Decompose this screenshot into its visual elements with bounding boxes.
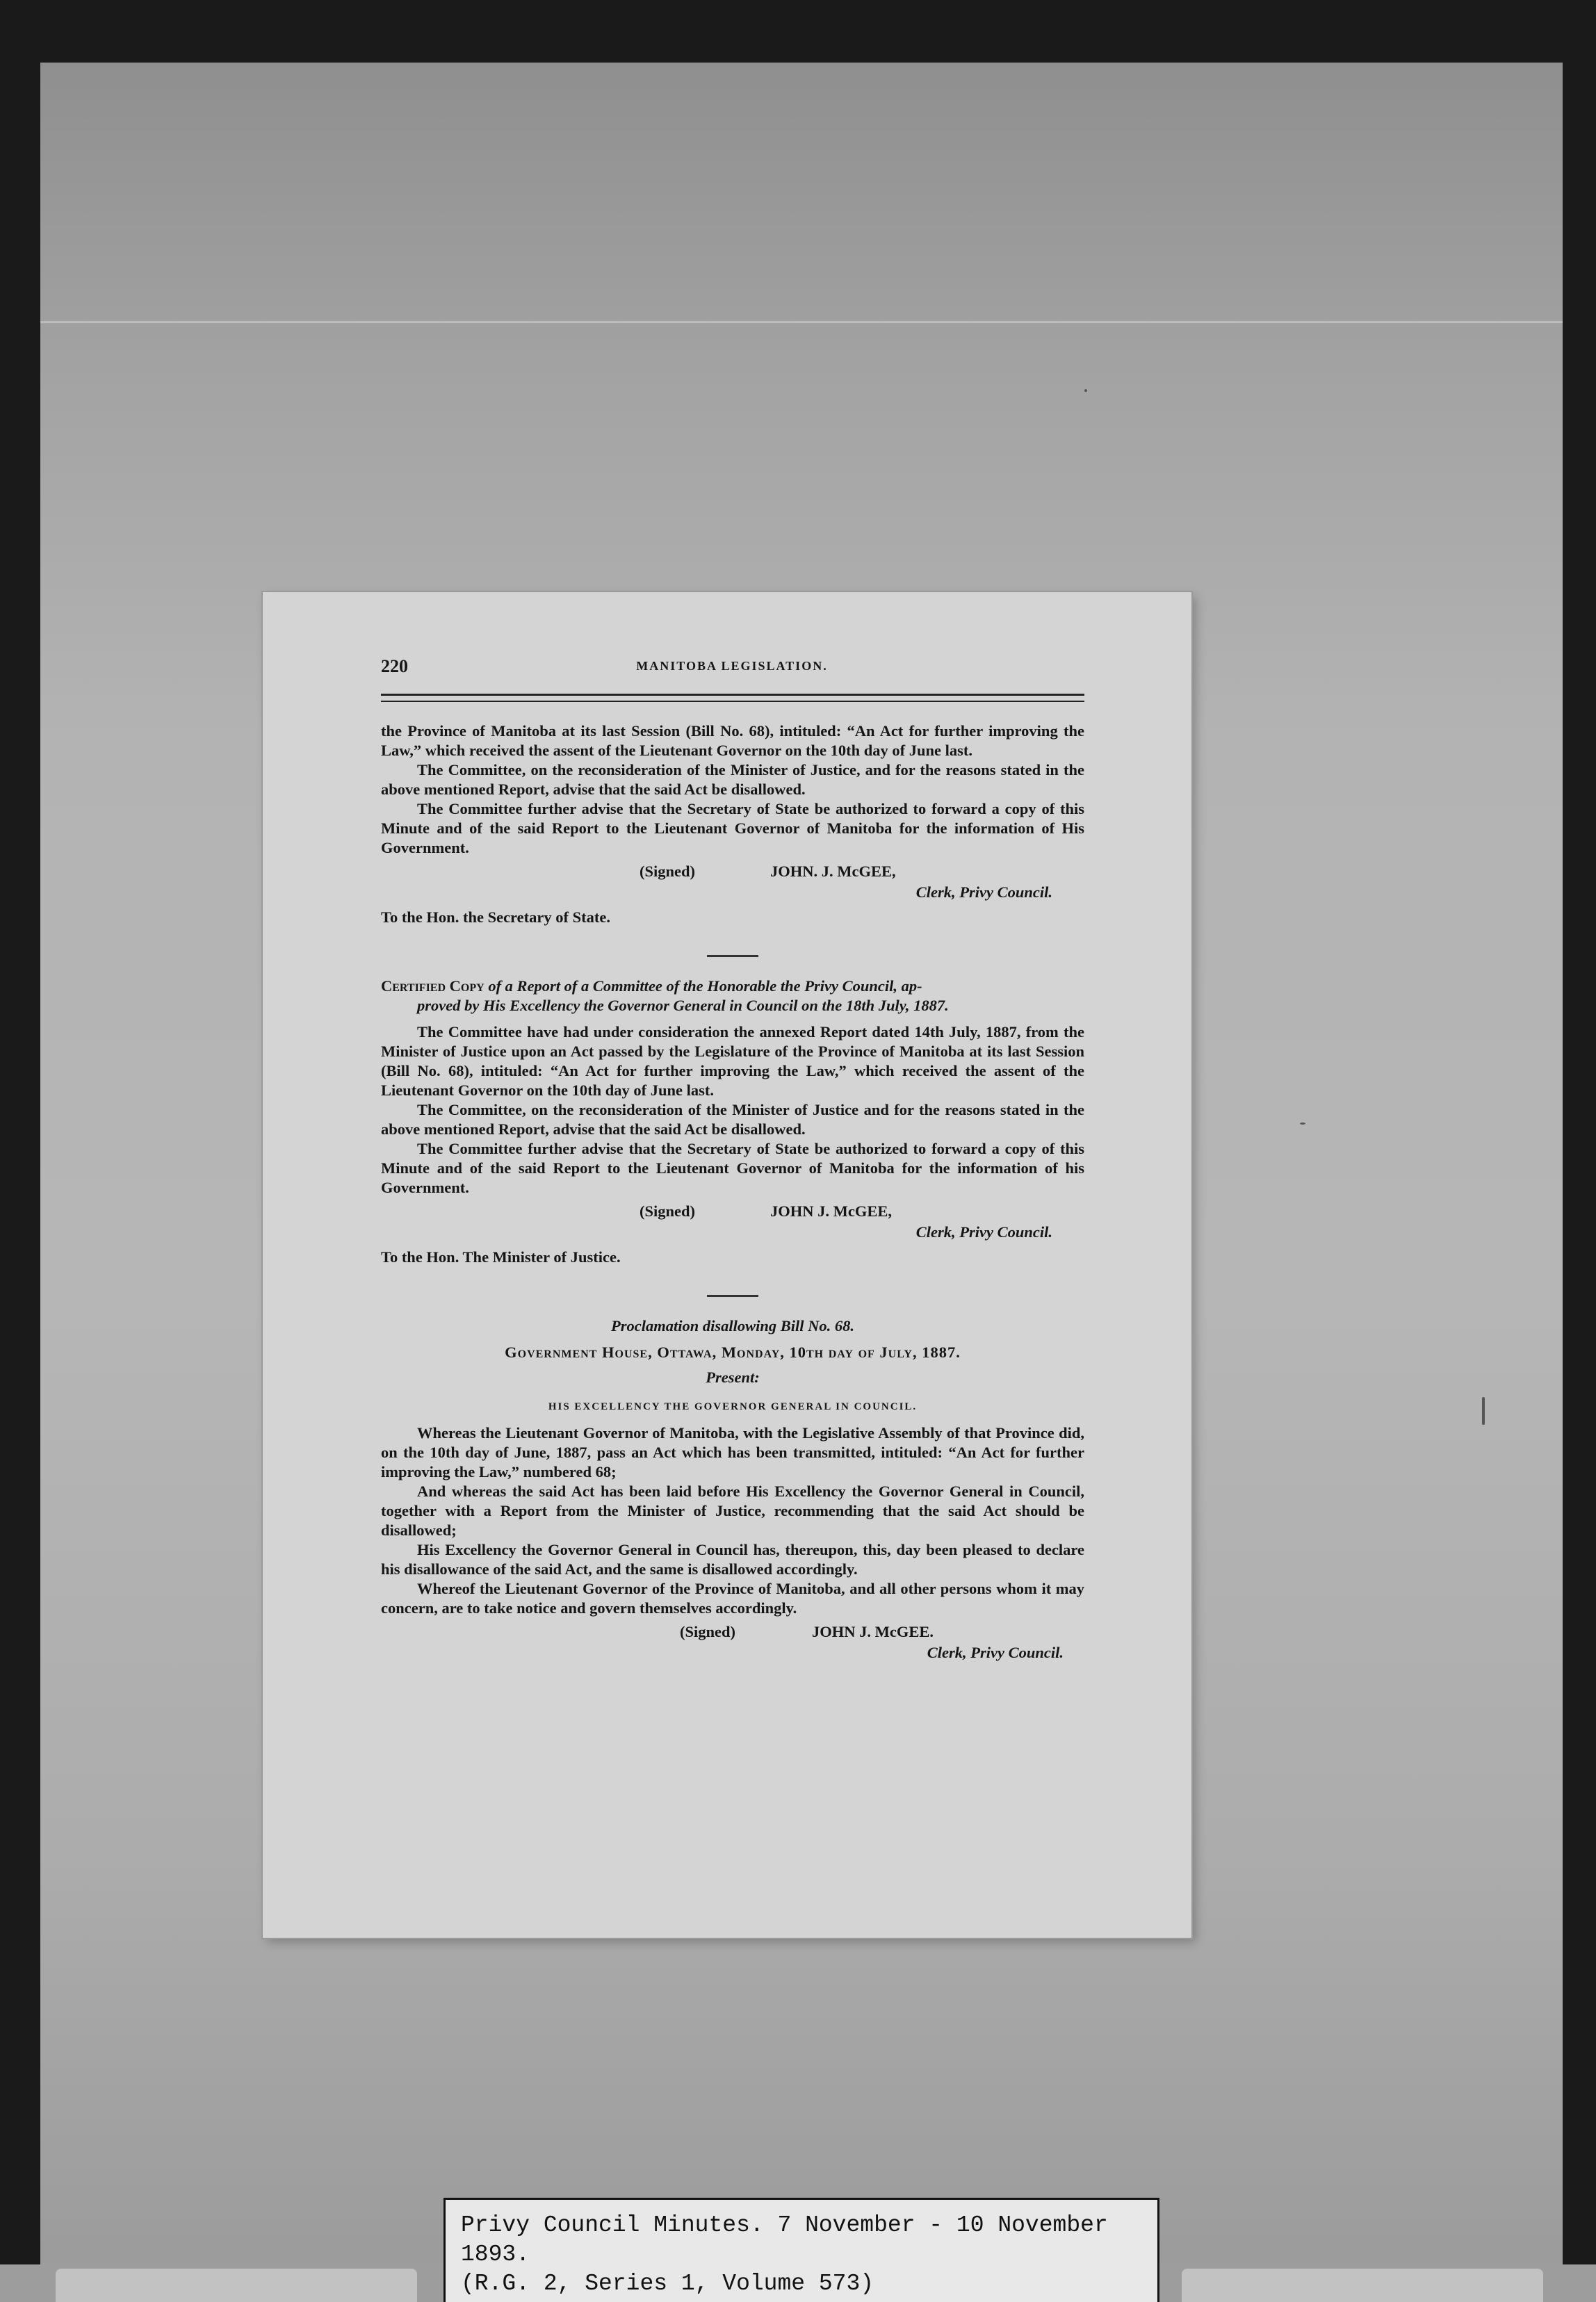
- certified-copy-lead: Certified Copy: [381, 977, 484, 995]
- film-speck: [1300, 1123, 1305, 1125]
- film-speck: [1084, 389, 1087, 392]
- signed-label: (Signed): [680, 1623, 736, 1640]
- section-divider: [707, 955, 758, 957]
- section1-para3: The Committee further advise that the Secretary of State be authorized to forward a copy of this Minute and of the said Report to the Lieutenant Governor of Manitoba for the information of His Government.: [381, 800, 1084, 856]
- proclamation-title: Proclamation disallowing Bill No. 68.: [610, 1317, 855, 1334]
- section2-para2: The Committee, on the reconsideration of the Minister of Justice and for the reasons stated in the above mentioned Report, advise that the said Act be disallowed.: [381, 1101, 1084, 1138]
- proclamation-place-date: Government House, Ottawa, Monday, 10th day of July, 1887.: [505, 1344, 961, 1361]
- signatory-name: JOHN J. McGEE.: [812, 1623, 934, 1640]
- archive-label-line2: (R.G. 2, Series 1, Volume 573): [461, 2271, 874, 2296]
- document-body: [381, 721, 1084, 1663]
- page-header: [381, 656, 1083, 684]
- signatory-title: Clerk, Privy Council.: [927, 1644, 1064, 1661]
- signed-label: (Signed): [640, 863, 696, 880]
- film-fold-line: [40, 321, 1563, 323]
- certified-copy-heading: [381, 977, 1084, 996]
- archive-reference-label: [443, 2198, 1159, 2302]
- proclamation-present: Present:: [706, 1369, 760, 1386]
- proclamation-para1: Whereas the Lieutenant Governor of Manitoba, with the Legislative Assembly of that Province did, on the 10th day of June, 1887, pass an Act which has been transmitted, intituled: “An Act for further improving the Law,” numbered 68;: [381, 1424, 1084, 1480]
- section1-signature: [381, 862, 1084, 883]
- proclamation-para2: And whereas the said Act has been laid before His Excellency the Governor General in Council, together with a Report from the Minister of Justice, recommending that the said Act should be disallowed;: [381, 1483, 1084, 1539]
- document-page: [263, 592, 1191, 1938]
- section1-para2: The Committee, on the reconsideration of the Minister of Justice, and for the reasons stated in the above mentioned Report, advise that the said Act be disallowed.: [381, 761, 1084, 798]
- signed-label: (Signed): [640, 1202, 696, 1220]
- proclamation-excellency: HIS EXCELLENCY THE GOVERNOR GENERAL IN COUNCIL.: [548, 1401, 918, 1412]
- signatory-title: Clerk, Privy Council.: [915, 883, 1052, 901]
- certified-copy-text: of a Report of a Committee of the Honorable the Privy Council, ap-: [488, 977, 922, 995]
- section1-address: To the Hon. the Secretary of State.: [381, 908, 610, 926]
- signatory-title: Clerk, Privy Council.: [915, 1223, 1052, 1241]
- running-title: MANITOBA LEGISLATION.: [636, 659, 828, 673]
- film-speck: [1482, 1397, 1485, 1425]
- section-divider: [707, 1295, 758, 1297]
- proclamation-para3: His Excellency the Governor General in Council has, thereupon, this, day been pleased to declare his disallowance of the said Act, and the same is disallowed accordingly.: [381, 1541, 1084, 1578]
- header-rule: [381, 694, 1084, 702]
- section1-para1: the Province of Manitoba at its last Session (Bill No. 68), intituled: “An Act for further improving the Law,” which received the assent of the Lieutenant Governor on the 10th day of June last.: [381, 722, 1084, 759]
- section2-address: To the Hon. The Minister of Justice.: [381, 1248, 621, 1266]
- archive-label-line1: Privy Council Minutes. 7 November - 10 November 1893.: [461, 2212, 1108, 2267]
- section2-para3: The Committee further advise that the Secretary of State be authorized to forward a copy of this Minute and of the said Report to the Lieutenant Governor of Manitoba for the information of his Government.: [381, 1140, 1084, 1196]
- certified-copy-heading-line2: proved by His Excellency the Governor General in Council on the 18th July, 1887.: [417, 997, 949, 1014]
- page-number: 220: [381, 656, 408, 676]
- signatory-name: JOHN J. McGEE,: [770, 1202, 892, 1220]
- signatory-name: JOHN. J. McGEE,: [770, 863, 896, 880]
- proclamation-signature: [381, 1622, 1084, 1643]
- proclamation-para4: Whereof the Lieutenant Governor of the Province of Manitoba, and all other persons whom it may concern, are to take notice and govern themselves accordingly.: [381, 1580, 1084, 1617]
- section2-signature: [381, 1202, 1084, 1223]
- section2-para1: The Committee have had under consideration the annexed Report dated 14th July, 1887, from the Minister of Justice upon an Act passed by the Legislature of the Province of Manitoba at its last Session (Bill No. 68), intituled: “An Act for further improving the Law,” which received the assent of the Lieutenant Governor on the 10th day of June last.: [381, 1023, 1084, 1099]
